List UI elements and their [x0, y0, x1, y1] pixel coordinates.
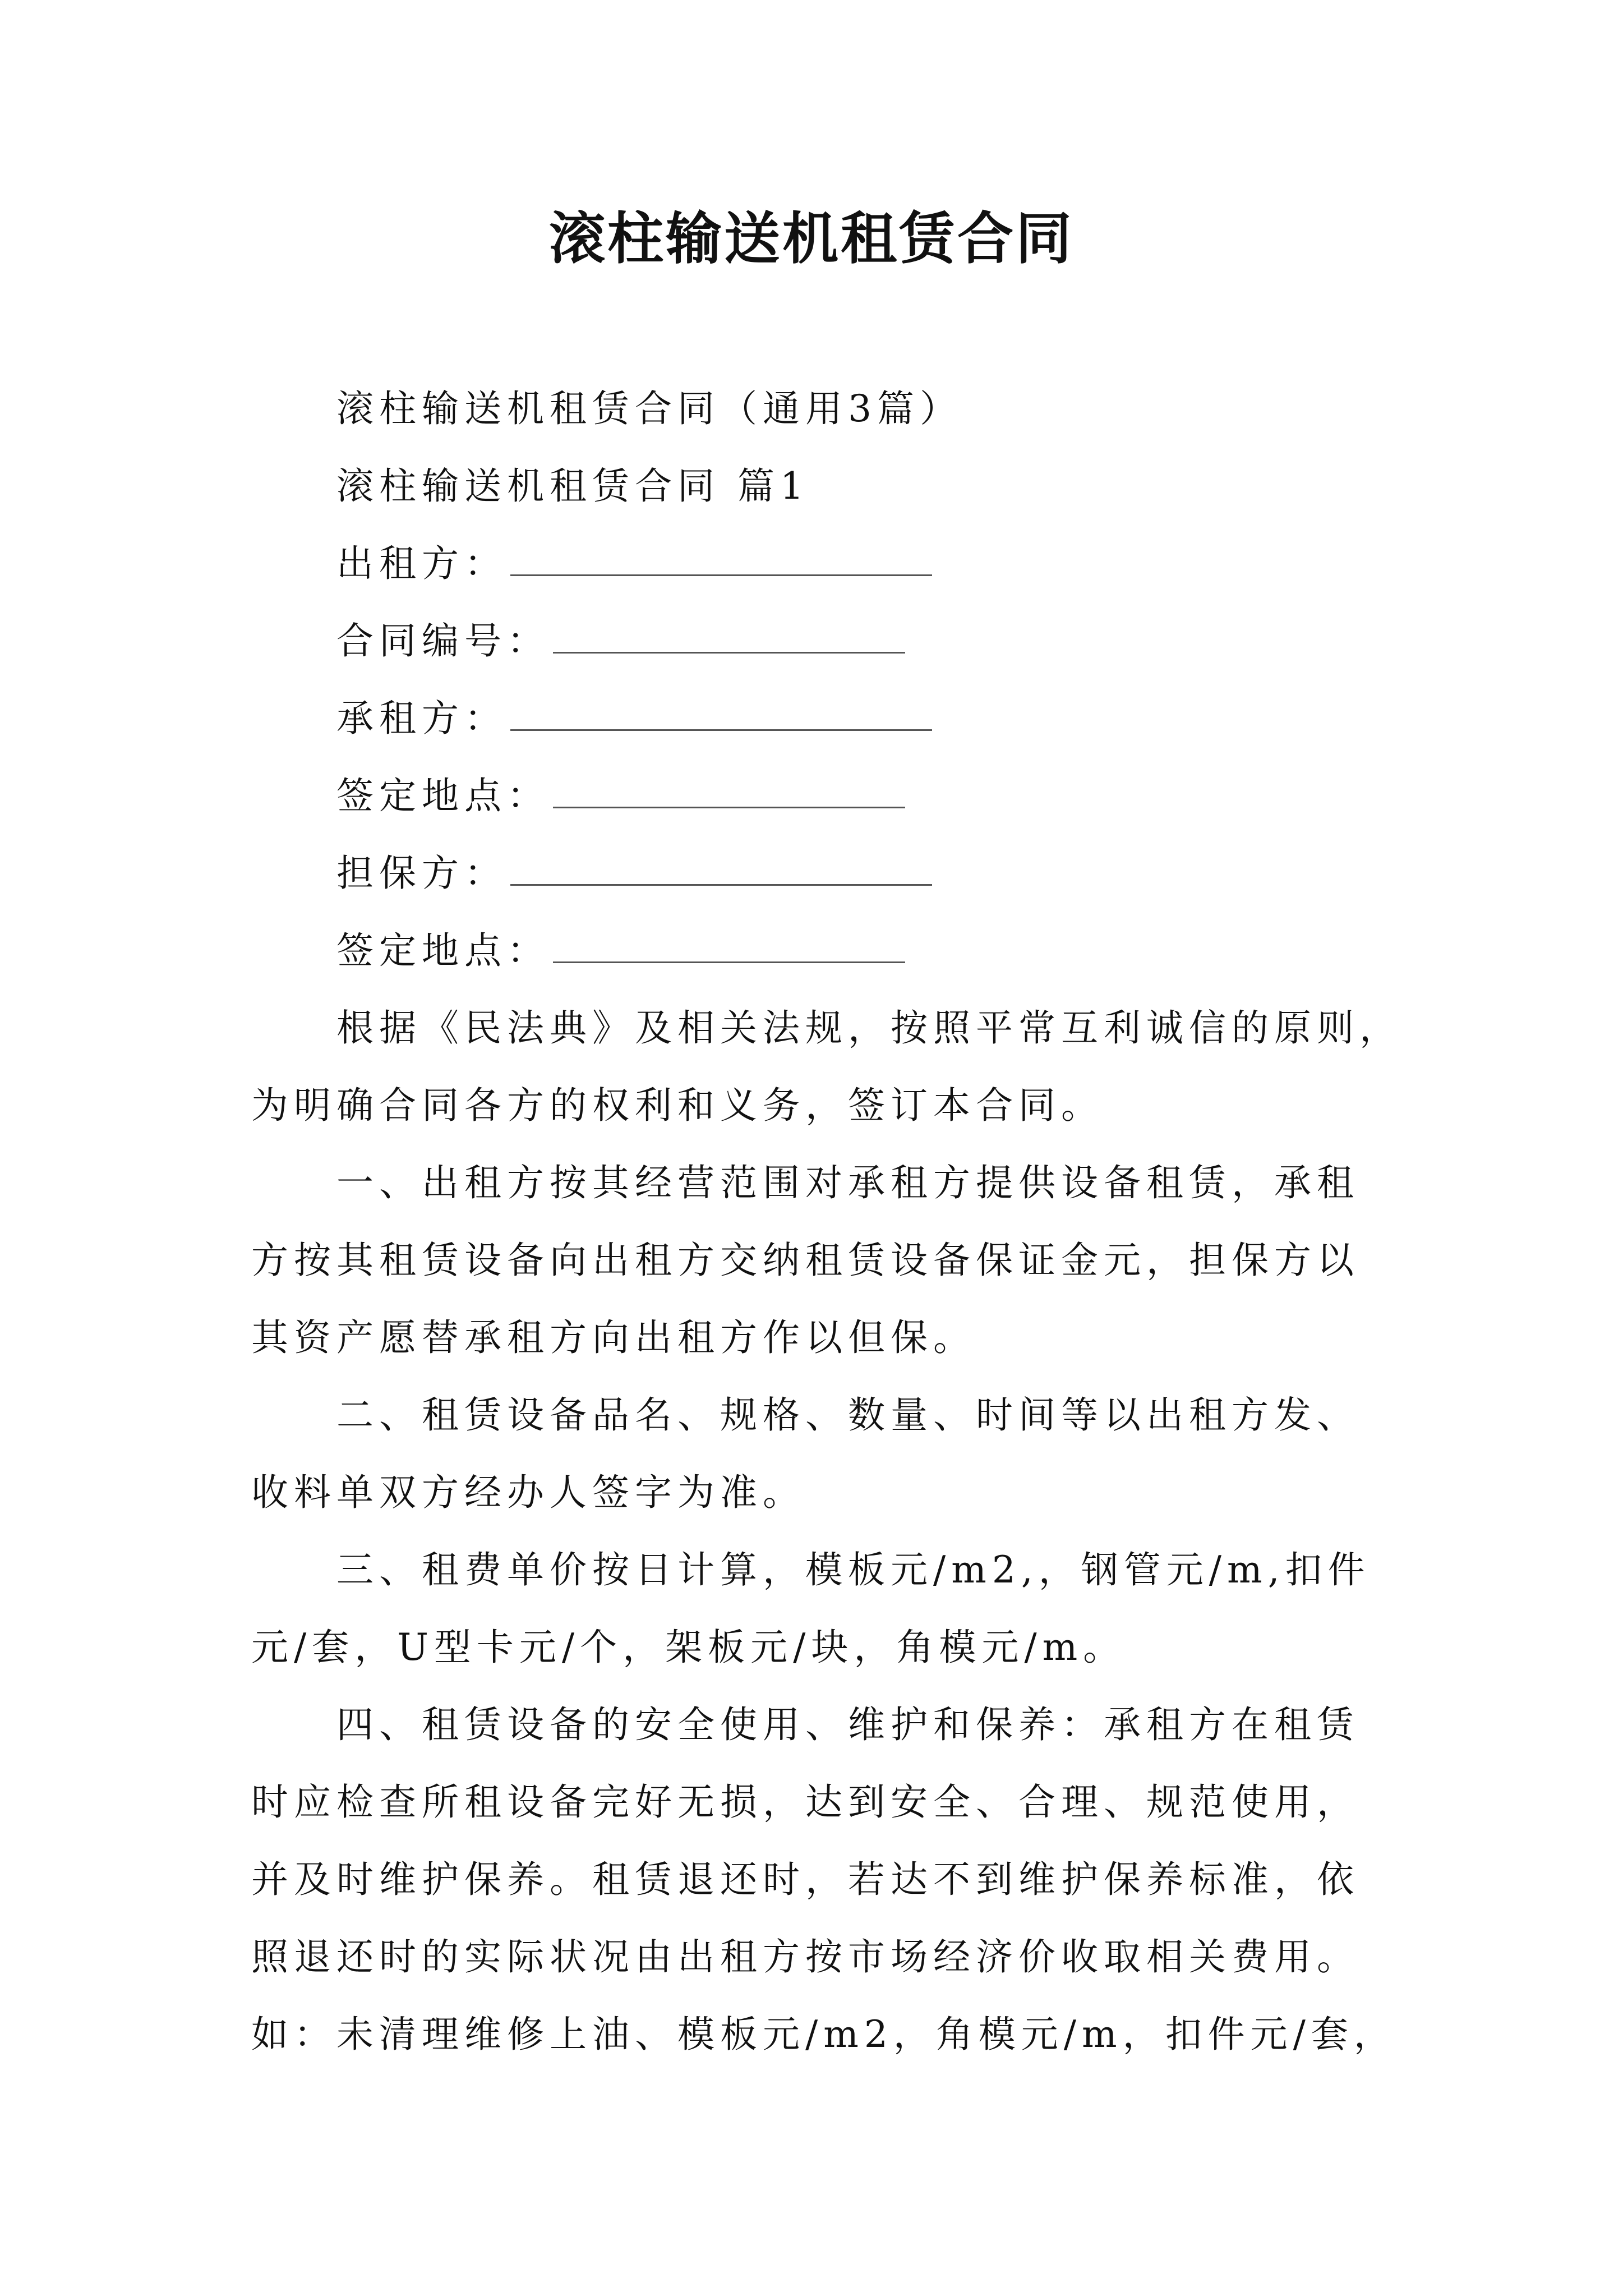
field-label: 签定地点：: [336, 774, 550, 817]
blank-line[interactable]: [510, 867, 932, 886]
blank-line[interactable]: [510, 712, 932, 731]
field-label: 合同编号：: [336, 619, 550, 662]
paragraph-clause-1: [251, 1144, 1376, 1377]
field-signing-place: [251, 757, 1376, 835]
field-lessee: [251, 680, 1376, 757]
paragraph-line: 其资产愿替承租方向出租方作以但保。: [251, 1316, 976, 1359]
paragraph-line: 根据《民法典》及相关法规，按照平常互利诚信的原则，: [336, 1006, 1402, 1050]
blank-line[interactable]: [553, 945, 905, 963]
paragraph-preamble: [251, 990, 1402, 1144]
paragraph-line: 元/套，U型卡元/个，架板元/块，角模元/m。: [251, 1626, 1126, 1669]
field-label: 签定地点：: [336, 929, 550, 972]
paragraph-line: 一、出租方按其经营范围对承租方提供设备租赁，承租: [336, 1161, 1359, 1204]
paragraph-line: 照退还时的实际状况由出租方按市场经济价收取相关费用。: [251, 1935, 1359, 1978]
paragraph-line: 方按其租赁设备向出租方交纳租赁设备保证金元，担保方以: [251, 1239, 1359, 1282]
document-subtitle: 滚柱输送机租赁合同（通用3篇）: [336, 387, 962, 430]
blank-line[interactable]: [510, 558, 932, 576]
section-heading: 滚柱输送机租赁合同 篇1: [336, 464, 809, 508]
field-contract-number: [251, 602, 1376, 680]
field-guarantor: [251, 835, 1376, 912]
paragraph-line: 三、租费单价按日计算，模板元/m2,，钢管元/m,扣件: [336, 1548, 1371, 1591]
paragraph-line: 为明确合同各方的权利和义务，签订本合同。: [251, 1084, 1104, 1127]
document-body: [251, 370, 1402, 2073]
paragraph-clause-4: [251, 1686, 1396, 2073]
paragraph-line: 并及时维护保养。租赁退还时，若达不到维护保养标准，依: [251, 1858, 1359, 1901]
blank-line[interactable]: [553, 790, 905, 808]
field-signing-place-2: [251, 912, 1376, 990]
field-label: 承租方：: [336, 697, 507, 740]
paragraph-line: 时应检查所租设备完好无损，达到安全、合理、规范使用，: [251, 1780, 1359, 1824]
field-label: 担保方：: [336, 852, 507, 895]
field-label: 出租方：: [336, 542, 507, 585]
paragraph-line: 收料单双方经办人签字为准。: [251, 1471, 805, 1514]
paragraph-line: 如：未清理维修上油、模板元/m2，角模元/m，扣件元/套，: [251, 2013, 1396, 2056]
paragraph-clause-3: [251, 1531, 1376, 1686]
paragraph-line: 二、租赁设备品名、规格、数量、时间等以出租方发、: [336, 1393, 1359, 1437]
paragraph-line: 四、租赁设备的安全使用、维护和保养：承租方在租赁: [336, 1703, 1359, 1746]
paragraph-clause-2: [251, 1377, 1376, 1531]
field-lessor: [251, 525, 1376, 602]
blank-line[interactable]: [553, 635, 905, 654]
document-title: 滚柱输送机租赁合同: [549, 205, 1074, 272]
